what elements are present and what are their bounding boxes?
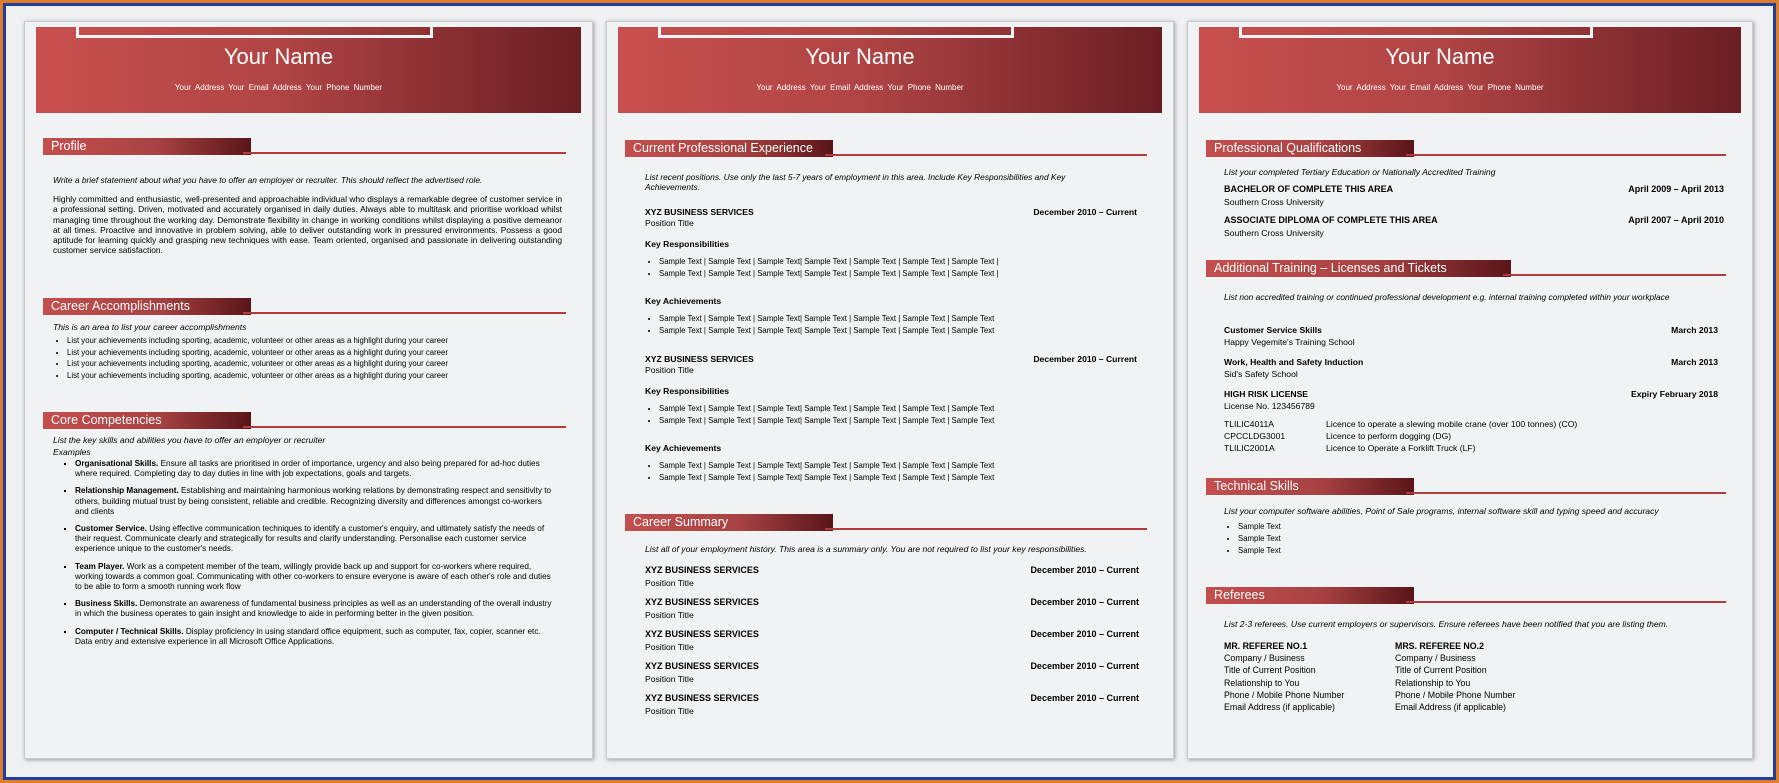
- technical-list: [1224, 521, 1281, 557]
- summary-title: Position Title: [645, 706, 694, 716]
- summary-title: Position Title: [645, 610, 694, 620]
- section-qualifications: [1206, 140, 1726, 158]
- contact-line: Your Address Your Email Address Your Phone Number: [174, 83, 383, 92]
- section-heading: Profile: [43, 138, 251, 155]
- resume-page-1: [24, 21, 593, 759]
- summary-company: XYZ BUSINESS SERVICES: [645, 565, 759, 575]
- qualification-institution: Southern Cross University: [1224, 197, 1324, 207]
- list-item: • Sample Text | Sample Text | Sample Text| Sample Text | Sample Text | Sample Text | Sample Text: [659, 472, 994, 484]
- section-rule: [825, 528, 1147, 530]
- responsibilities-list: [645, 256, 999, 279]
- summary-company: XYZ BUSINESS SERVICES: [645, 597, 759, 607]
- contact-line: Your Address Your Email Address Your Phone Number: [756, 83, 964, 92]
- summary-intro: List all of your employment history. This area is a summary only. You are not required to list your key responsibilities.: [645, 544, 1087, 554]
- referee-line: Company / Business: [1224, 653, 1305, 664]
- training-name: Work, Health and Safety Induction: [1224, 357, 1364, 367]
- job-title: Position Title: [645, 218, 694, 228]
- section-rule: [243, 312, 566, 314]
- achievements-list: [645, 460, 994, 483]
- section-experience: [625, 140, 1147, 158]
- contact-line: Your Address Your Email Address Your Phone Number: [1336, 83, 1544, 92]
- section-heading: Technical Skills: [1206, 478, 1414, 495]
- job-company: XYZ BUSINESS SERVICES: [645, 207, 754, 217]
- section-rule: [825, 154, 1147, 156]
- competencies-list: [53, 459, 554, 654]
- profile-intro: Write a brief statement about what you have to offer an employer or recruiter. This should reflect the advertised role.: [53, 175, 483, 185]
- qualifications-intro: List your completed Tertiary Education or Nationally Accredited Training: [1224, 167, 1496, 177]
- list-item: ▪ Business Skills. Demonstrate an awareness of fundamental business principles as well as an understanding of the overall industry in which the business operates to gain insight and knowledge to aide in performing better in the given position.: [75, 599, 554, 619]
- name-banner: [618, 27, 1162, 113]
- summary-title: Position Title: [645, 674, 694, 684]
- list-item: ▪ Relationship Management. Establishing and maintaining harmonious working relations by demonstrating respect and sensitivity to others, building mutual trust by being consistent, reliable and credible. Recognizing diversity and differences amongst co-workers and clients: [75, 486, 554, 517]
- qualification-name: BACHELOR OF COMPLETE THIS AREA: [1224, 184, 1394, 194]
- responsibilities-list: [645, 403, 994, 426]
- section-profile: [43, 138, 566, 156]
- summary-company: XYZ BUSINESS SERVICES: [645, 693, 759, 703]
- profile-body: Highly committed and enthusiastic, well-presented and approachable individual who displays a remarkable degree of customer service in a professional setting. Driven, motivated and accurately organised in daily duties. Always able to multitask and prioritise workload whilst managing time throughout the working day. Demonstrate flexibility in change in working conditions whilst displaying a positive demeanor at all times. Proactive and innovative in problem solving, able to deliver outstanding work in pressured environments. Possess a good aptitude for learning quickly and grasping new techniques with ease. Team oriented, organised and passionate in delivering outstanding customer service satisfaction.: [53, 194, 562, 256]
- qualification-dates: April 2007 – April 2010: [1628, 215, 1724, 225]
- accomplishments-intro: This is an area to list your career accomplishments: [53, 322, 247, 332]
- referees-intro: List 2-3 referees. Use current employers or supervisors. Ensure referees have been notified that you are listing them.: [1224, 619, 1669, 629]
- section-heading: Career Accomplishments: [43, 298, 251, 315]
- section-rule: [243, 152, 566, 154]
- list-item: • Sample Text | Sample Text | Sample Text| Sample Text | Sample Text | Sample Text | Sample Text |: [659, 268, 999, 280]
- job-title: Position Title: [645, 365, 694, 375]
- training-org: License No. 123456789: [1224, 401, 1315, 411]
- section-heading: Referees: [1206, 587, 1414, 604]
- summary-company: XYZ BUSINESS SERVICES: [645, 661, 759, 671]
- summary-dates: December 2010 – Current: [1030, 597, 1139, 607]
- section-heading: Additional Training – Licenses and Tickets: [1206, 260, 1511, 277]
- section-career-summary: [625, 514, 1147, 532]
- referee-line: Relationship to You: [1224, 677, 1300, 688]
- summary-dates: December 2010 – Current: [1030, 693, 1139, 703]
- list-item: • Sample Text | Sample Text | Sample Text| Sample Text | Sample Text | Sample Text | Sample Text: [659, 313, 994, 325]
- referee-1: [1224, 640, 1344, 713]
- qualification-name: ASSOCIATE DIPLOMA OF COMPLETE THIS AREA: [1224, 215, 1438, 225]
- list-item: ▪ Team Player. Work as a competent member of the team, willingly provide back up and support for co-workers where required, working towards a common goal. Communicating with other co-workers to ensure everyone is aware of each other's role and duties to be able to form a smooth running work flow: [75, 562, 554, 593]
- section-rule: [1406, 601, 1726, 603]
- list-item: ▪ Organisational Skills. Ensure all tasks are prioritised in order of importance, urgency and also being prepared for ad-hoc duties where required. Completing day to day duties in line with job expectations, goals and targets.: [75, 459, 554, 479]
- section-training: [1206, 260, 1726, 278]
- referee-line: Email Address (if applicable): [1224, 702, 1335, 713]
- section-rule: [1503, 274, 1726, 276]
- list-item: • Sample Text: [1238, 533, 1281, 545]
- referee-2: [1395, 640, 1515, 713]
- training-org: Happy Vegemite's Training School: [1224, 337, 1355, 347]
- license-desc: Licence to operate a slewing mobile crane (over 100 tonnes) (CO): [1326, 419, 1578, 429]
- license-desc: Licence to perform dogging (DG): [1326, 431, 1452, 441]
- list-item: • List your achievements including sporting, academic, volunteer or other areas as a highlight during your career: [67, 335, 448, 347]
- summary-dates: December 2010 – Current: [1030, 661, 1139, 671]
- referee-name: MRS. REFEREE NO.2: [1395, 641, 1484, 651]
- section-heading: Career Summary: [625, 514, 833, 531]
- section-rule: [1406, 154, 1726, 156]
- training-intro: List non accredited training or continued professional development e.g. internal training completed within your workplace: [1224, 292, 1670, 302]
- technical-intro: List your computer software abilities, Point of Sale programs, internal software skill and typing speed and accuracy: [1224, 506, 1659, 516]
- name-banner: [1199, 27, 1741, 113]
- section-rule: [1406, 492, 1726, 494]
- qualification-institution: Southern Cross University: [1224, 228, 1324, 238]
- banner-tab: [1239, 27, 1593, 38]
- referee-line: Email Address (if applicable): [1395, 702, 1506, 713]
- license-desc: Licence to Operate a Forklift Truck (LF): [1326, 443, 1476, 453]
- summary-company: XYZ BUSINESS SERVICES: [645, 629, 759, 639]
- ach-label: Key Achievements: [645, 296, 722, 306]
- resume-name: Your Name: [1385, 44, 1495, 69]
- section-accomplishments: [43, 298, 566, 316]
- resume-page-3: [1187, 21, 1753, 759]
- training-name: HIGH RISK LICENSE: [1224, 389, 1309, 399]
- section-heading: Current Professional Experience: [625, 140, 833, 157]
- referee-line: Title of Current Position: [1224, 665, 1316, 676]
- license-code: TLILIC4011A: [1224, 419, 1275, 429]
- qualification-dates: April 2009 – April 2013: [1628, 184, 1724, 194]
- list-item: • Sample Text: [1238, 545, 1281, 557]
- referee-line: Company / Business: [1395, 653, 1476, 664]
- summary-title: Position Title: [645, 642, 694, 652]
- name-banner: [36, 27, 581, 113]
- job-company: XYZ BUSINESS SERVICES: [645, 354, 754, 364]
- list-item: ▪ Customer Service. Using effective communication techniques to identify a customer's enquiry, and ultimately satisfy the needs of their request. Communicate clearly and strategically for results and clarify understanding. Personalise each customer service experience unique to the customer's needs.: [75, 524, 554, 555]
- banner-tab: [658, 27, 1014, 38]
- summary-dates: December 2010 – Current: [1030, 629, 1139, 639]
- list-item: • Sample Text | Sample Text | Sample Text| Sample Text | Sample Text | Sample Text | Sample Text: [659, 403, 994, 415]
- referee-line: Title of Current Position: [1395, 665, 1487, 676]
- training-date: Expiry February 2018: [1631, 389, 1718, 399]
- referee-name: MR. REFEREE NO.1: [1224, 641, 1308, 651]
- summary-dates: December 2010 – Current: [1030, 565, 1139, 575]
- job-dates: December 2010 – Current: [1033, 354, 1137, 364]
- resume-page-2: [606, 21, 1174, 759]
- list-item: • List your achievements including sporting, academic, volunteer or other areas as a highlight during your career: [67, 358, 448, 370]
- section-heading: Core Competencies: [43, 412, 251, 429]
- accomplishments-list: [53, 335, 448, 381]
- ach-label: Key Achievements: [645, 443, 722, 453]
- list-item: • List your achievements including sporting, academic, volunteer or other areas as a highlight during your career: [67, 370, 448, 382]
- section-heading: Professional Qualifications: [1206, 140, 1414, 157]
- training-date: March 2013: [1671, 357, 1718, 367]
- list-item: • List your achievements including sporting, academic, volunteer or other areas as a highlight during your career: [67, 347, 448, 359]
- resume-name: Your Name: [223, 44, 334, 69]
- banner-tab: [76, 27, 433, 38]
- list-item: • Sample Text | Sample Text | Sample Text| Sample Text | Sample Text | Sample Text | Sample Text: [659, 460, 994, 472]
- license-code: TLILIC2001A: [1224, 443, 1275, 453]
- training-name: Customer Service Skills: [1224, 325, 1322, 335]
- summary-title: Position Title: [645, 578, 694, 588]
- training-date: March 2013: [1671, 325, 1718, 335]
- list-item: • Sample Text: [1238, 521, 1281, 533]
- achievements-list: [645, 313, 994, 336]
- job-dates: December 2010 – Current: [1033, 207, 1137, 217]
- referee-line: Phone / Mobile Phone Number: [1395, 689, 1516, 700]
- resp-label: Key Responsibilities: [645, 239, 730, 249]
- section-referees: [1206, 587, 1726, 605]
- referee-line: Phone / Mobile Phone Number: [1224, 689, 1345, 700]
- list-item: ▪ Computer / Technical Skills. Display proficiency in using standard office equipment, such as computer, fax, copier, scanner etc. Data entry and extensive experience in all Microsoft Office Applications.: [75, 627, 554, 647]
- section-technical-skills: [1206, 478, 1726, 496]
- training-org: Sid's Safety School: [1224, 369, 1298, 379]
- section-rule: [243, 426, 566, 428]
- competencies-intro: List the key skills and abilities you have to offer an employer or recruiter: [53, 435, 326, 445]
- referee-line: Relationship to You: [1395, 677, 1471, 688]
- experience-intro: List recent positions. Use only the last 5-7 years of employment in this area. Include Key Responsibilities and Key Achievements.: [645, 172, 1066, 193]
- resume-name: Your Name: [805, 44, 915, 69]
- examples-label: Examples: [53, 447, 91, 457]
- list-item: • Sample Text | Sample Text | Sample Text| Sample Text | Sample Text | Sample Text | Sample Text: [659, 415, 994, 427]
- list-item: • Sample Text | Sample Text | Sample Text| Sample Text | Sample Text | Sample Text | Sample Text |: [659, 256, 999, 268]
- list-item: • Sample Text | Sample Text | Sample Text| Sample Text | Sample Text | Sample Text | Sample Text: [659, 325, 994, 337]
- license-code: CPCCLDG3001: [1224, 431, 1286, 441]
- section-competencies: [43, 412, 566, 430]
- resp-label: Key Responsibilities: [645, 386, 730, 396]
